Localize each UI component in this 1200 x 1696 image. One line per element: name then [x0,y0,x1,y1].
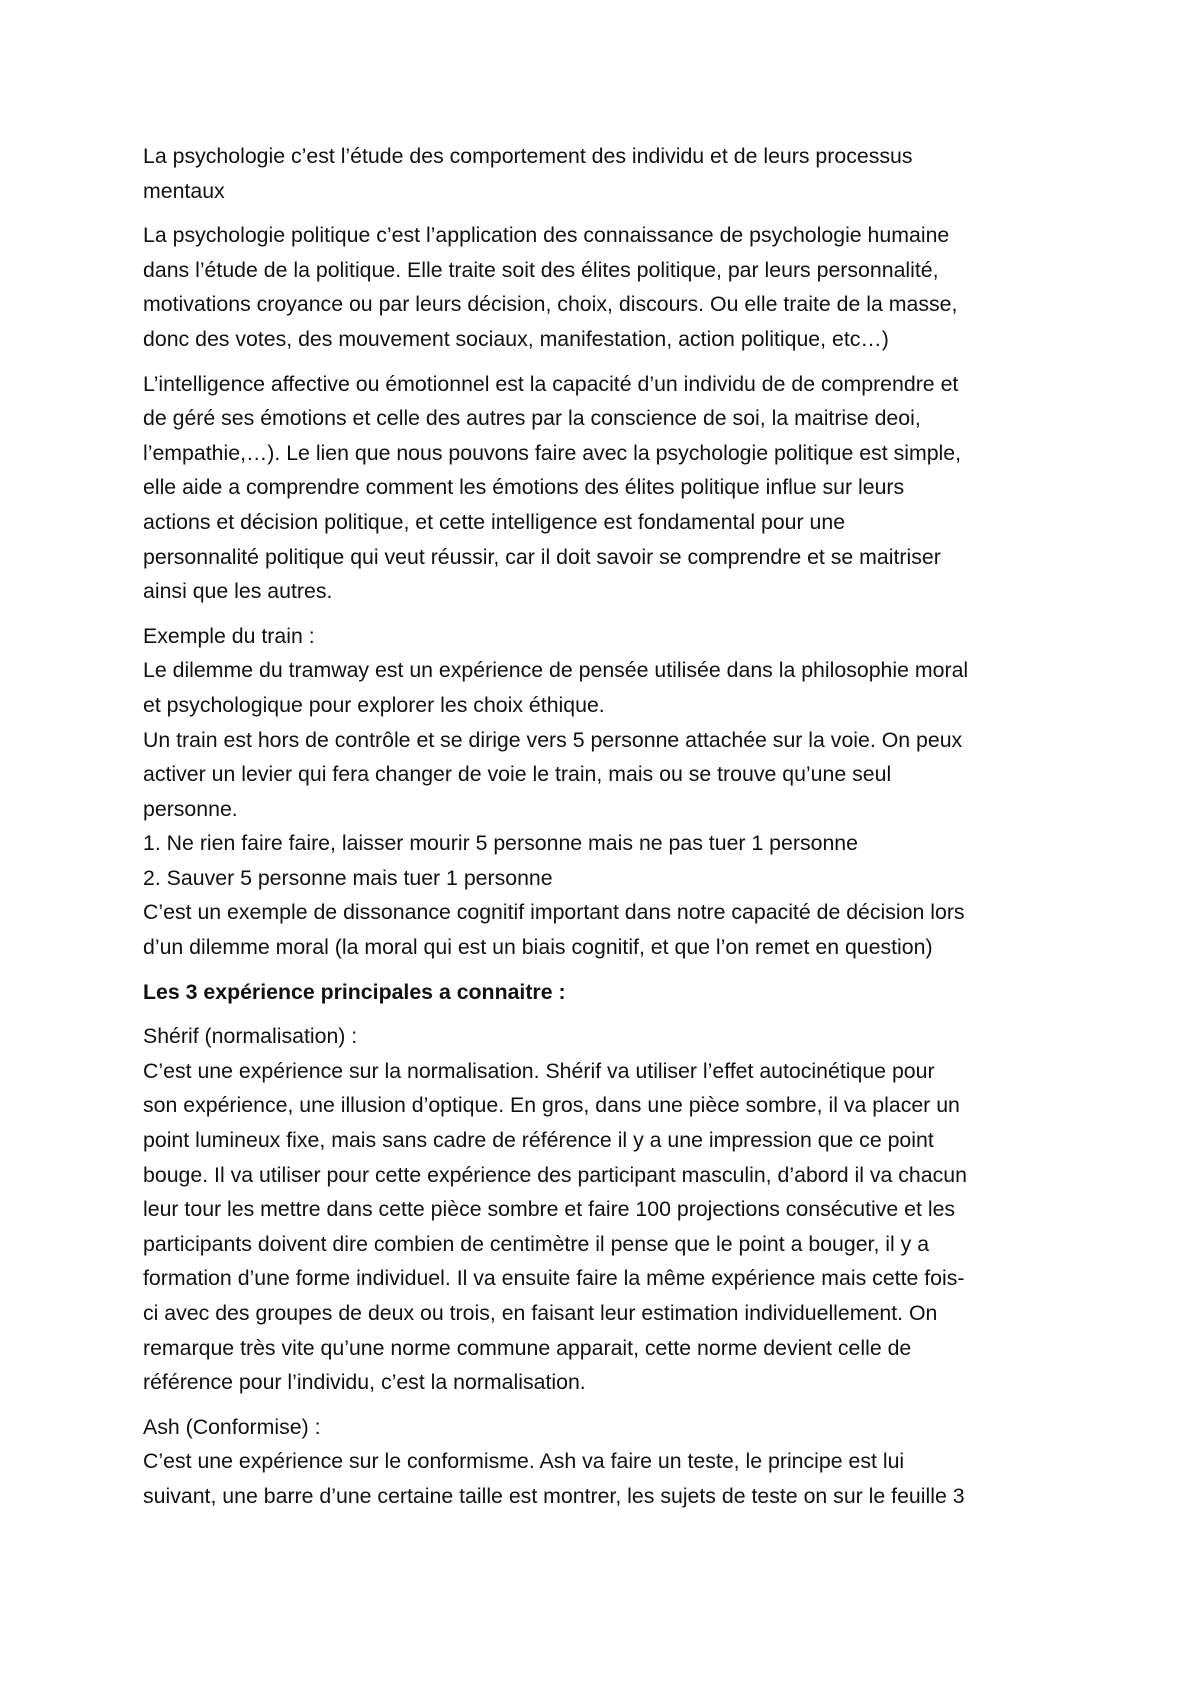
paragraph-train-example: Exemple du train : Le dilemme du tramway est un expérience de pensée utilisée dans la philosophie moral et psychologique pour explorer les choix éthique. Un train est hors de contrôle et se dirige vers 5 personne attachée sur la voie. On peux activer un levier qui fera changer de voie le train, mais ou se trouve qu’une seul personne. 1. Ne rien faire faire, laisser mourir 5 personne mais ne pas tuer 1 personne 2. Sauver 5 personne mais tuer 1 personne C’est un exemple de dissonance cognitif important dans notre capacité de décision lors d’un dilemme moral (la moral qui est un biais cognitif, et que l’on remet en question) [143,623,969,960]
paragraph-political-psychology: La psychologie politique c’est l’application des connaissance de psychologie humaine dans l’étude de la politique. Elle traite soit des élites politique, par leurs personnalité, motivations croyance ou par leurs décision, choix, discours. Ou elle traite de la masse, donc des votes, des mouvement sociaux, manifestation, action politique, etc…) [143,223,958,351]
section-heading-experiences: Les 3 expérience principales a connaitre : [143,979,566,1004]
paragraph-psychology-definition: La psychologie c’est l’étude des comportement des individu et de leurs processus mentaux [143,144,913,203]
paragraph-emotional-intelligence: L’intelligence affective ou émotionnel est la capacité d’un individu de de comprendre et de géré ses émotions et celle des autres par la conscience de soi, la maitrise deoi, l’empathie,…). Le lien que nous pouvons faire avec la psychologie politique est simple, elle aide a comprendre comment les émotions des élites politique influe sur leurs actions et décision politique, et cette intelligence est fondamental pour une personnalité politique qui veut réussir, car il doit savoir se comprendre et se maitriser ainsi que les autres. [143,371,962,604]
paragraph-sherif-experiment: Shérif (normalisation) : C’est une expérience sur la normalisation. Shérif va utiliser l’effet autocinétique pour son expérience, une illusion d’optique. En gros, dans une pièce sombre, il va placer un point lumineux fixe, mais sans cadre de référence il y a une impression que ce point bouge. Il va utiliser pour cette expérience des participant masculin, d’abord il va chacun leur tour les mettre dans cette pièce sombre et faire 100 projections consécutive et les participants doivent dire combien de centimètre il pense que le point a bouger, il y a formation d’une forme individuel. Il va ensuite faire la même expérience mais cette fois- ci avec des groupes de deux ou trois, en faisant leur estimation individuellement. On remarque très vite qu’une norme commune apparait, cette norme devient celle de référence pour l’individu, c’est la normalisation. [143,1024,967,1395]
document-page [143,139,1063,1524]
paragraph-ash-experiment: Ash (Conformise) : C’est une expérience sur le conformisme. Ash va faire un teste, le principe est lui suivant, une barre d’une certaine taille est montrer, les sujets de teste on sur le feuille 3 [143,1414,965,1508]
